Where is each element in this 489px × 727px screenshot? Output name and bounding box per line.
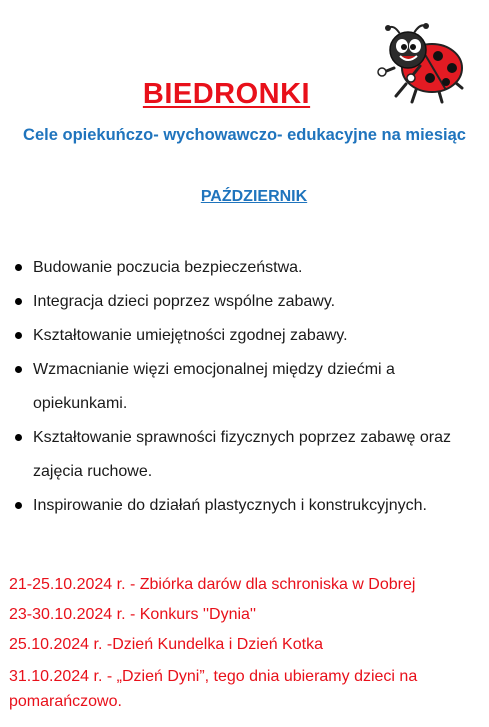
bullet-icon: [15, 264, 22, 271]
month-heading: PAŹDZIERNIK: [200, 188, 308, 205]
goal-text: Integracja dzieci poprzez wspólne zabawy.: [33, 293, 336, 310]
bullet-icon: [15, 366, 22, 373]
goal-item: [0, 285, 489, 319]
event-item: 25.10.2024 r. -Dzień Kundelka i Dzień Kotka: [9, 636, 323, 653]
goal-item: [0, 353, 489, 421]
bullet-icon: [15, 502, 22, 509]
page-title: BIEDRONKI: [142, 78, 311, 110]
goals-list: [0, 251, 489, 523]
goal-text: Wzmacnianie więzi emocjonalnej między dziećmi a opiekunkami.: [33, 361, 395, 412]
goal-item: [0, 319, 489, 353]
goal-item: [0, 421, 489, 489]
goal-text: Kształtowanie umiejętności zgodnej zabawy.: [33, 327, 348, 344]
goal-text: Inspirowanie do działań plastycznych i konstrukcyjnych.: [33, 497, 427, 514]
event-item: 23-30.10.2024 r. - Konkurs ''Dynia'': [9, 606, 257, 623]
event-item: 31.10.2024 r. - „Dzień Dyni”, tego dnia ubieramy dzieci na pomarańczowo.: [9, 668, 418, 710]
page-subtitle: Cele opiekuńczo- wychowawczo- edukacyjne na miesiąc: [23, 126, 466, 144]
bullet-icon: [15, 298, 22, 305]
goal-text: Budowanie poczucia bezpieczeństwa.: [33, 259, 303, 276]
goal-item: [0, 489, 489, 523]
event-item: 21-25.10.2024 r. - Zbiórka darów dla schroniska w Dobrej: [9, 576, 416, 593]
goal-text: Kształtowanie sprawności fizycznych poprzez zabawę oraz zajęcia ruchowe.: [33, 429, 451, 480]
events-list: [9, 570, 479, 714]
bullet-icon: [15, 434, 22, 441]
goal-item: [0, 251, 489, 285]
bullet-icon: [15, 332, 22, 339]
